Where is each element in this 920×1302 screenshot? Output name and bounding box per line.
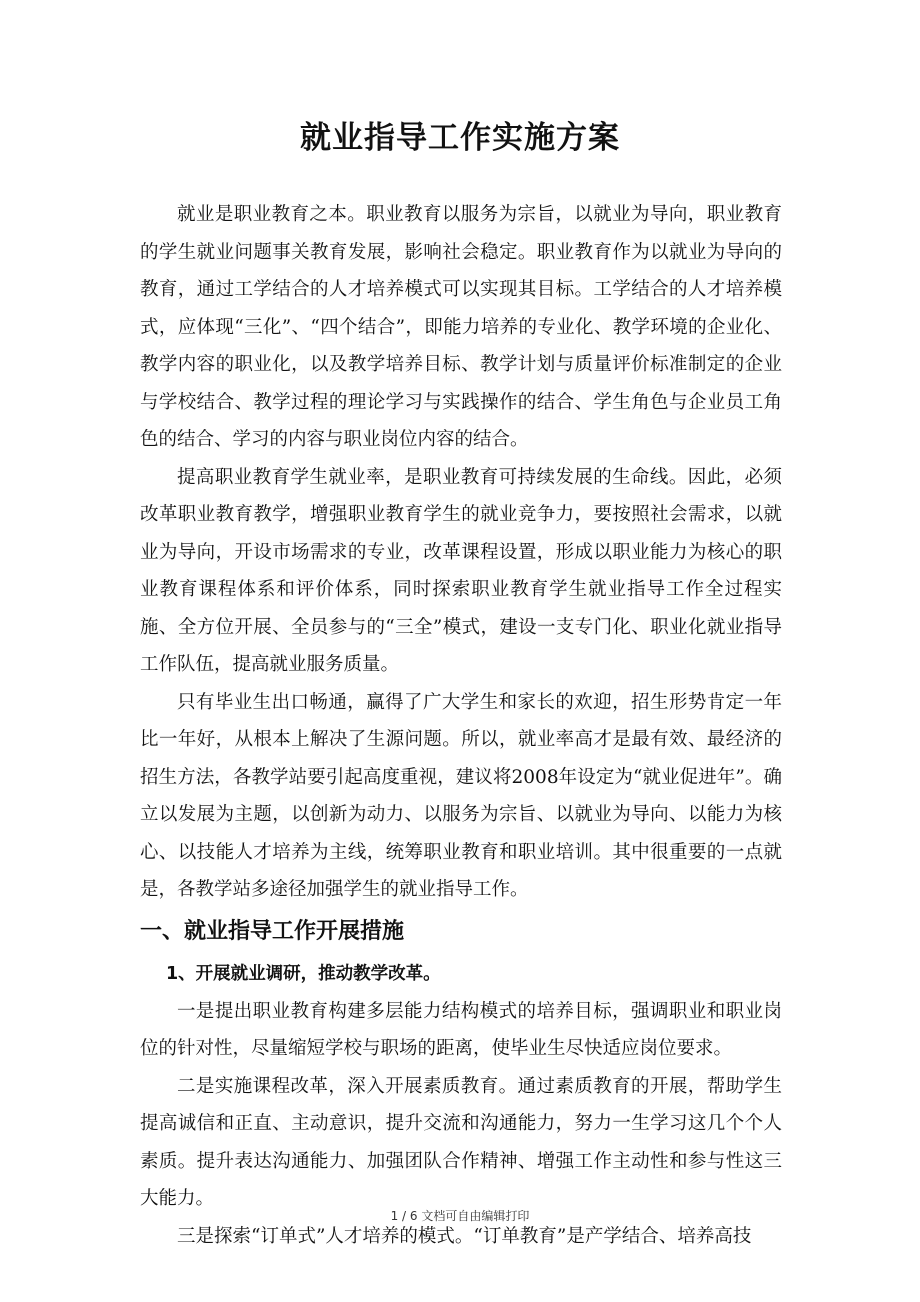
document-body <box>140 196 782 1255</box>
subsection-paragraph-3: 三是探索“订单式”人才培养的模式。“订单教育”是产学结合、培养高技 <box>177 1225 752 1247</box>
intro-paragraph-2: 提高职业教育学生就业率，是职业教育可持续发展的生命线。因此，必须改革职业教育教学，增强职业教育学生的就业竞争力，要按照社会需求，以就业为导向，开设市场需求的专业，改革课程设置，形成以职业能力为核心的职业教育课程体系和评价体系，同时探索职业教育学生就业指导工作全过程实施、全方位开展、全员参与的“三全”模式，建设一支专门化、职业化就业指导工作队伍，提高就业服务质量。 <box>140 466 782 675</box>
subsection-paragraph-1: 一是提出职业教育构建多层能力结构模式的培养目标，强调职业和职业岗位的针对性，尽量缩短学校与职场的距离，使毕业生尽快适应岗位要求。 <box>140 1000 782 1059</box>
document-title: 就业指导工作实施方案 <box>300 120 620 156</box>
intro-paragraph-3: 只有毕业生出口畅通，赢得了广大学生和家长的欢迎，招生形势肯定一年比一年好，从根本上解决了生源问题。所以，就业率高才是最有效、最经济的招生方法，各教学站要引起高度重视，建议将2008年设定为“就业促进年”。确立以发展为主题，以创新为动力、以服务为宗旨、以就业为导向、以能力为核心、以技能人才培养为主线，统筹职业教育和职业培训。其中很重要的一点就是，各教学站多途径加强学生的就业指导工作。 <box>140 691 782 900</box>
subsection-heading-1: 1、开展就业调研，推动教学改革。 <box>166 963 441 984</box>
page-footer: 1 / 6 文档可自由编辑打印 <box>390 1209 530 1223</box>
section-heading-1: 一、就业指导工作开展措施 <box>140 918 405 944</box>
subsection-paragraph-2: 二是实施课程改革，深入开展素质教育。通过素质教育的开展，帮助学生提高诚信和正直、主动意识，提升交流和沟通能力，努力一生学习这几个个人素质。提升表达沟通能力、加强团队合作精神、增强工作主动性和参与性这三大能力。 <box>140 1075 782 1209</box>
intro-paragraph-1: 就业是职业教育之本。职业教育以服务为宗旨，以就业为导向，职业教育的学生就业问题事关教育发展，影响社会稳定。职业教育作为以就业为导向的教育，通过工学结合的人才培养模式可以实现其目标。工学结合的人才培养模式，应体现“三化”、“四个结合”，即能力培养的专业化、教学环境的企业化、教学内容的职业化，以及教学培养目标、教学计划与质量评价标准制定的企业与学校结合、教学过程的理论学习与实践操作的结合、学生角色与企业员工角色的结合、学习的内容与职业岗位内容的结合。 <box>140 204 782 450</box>
